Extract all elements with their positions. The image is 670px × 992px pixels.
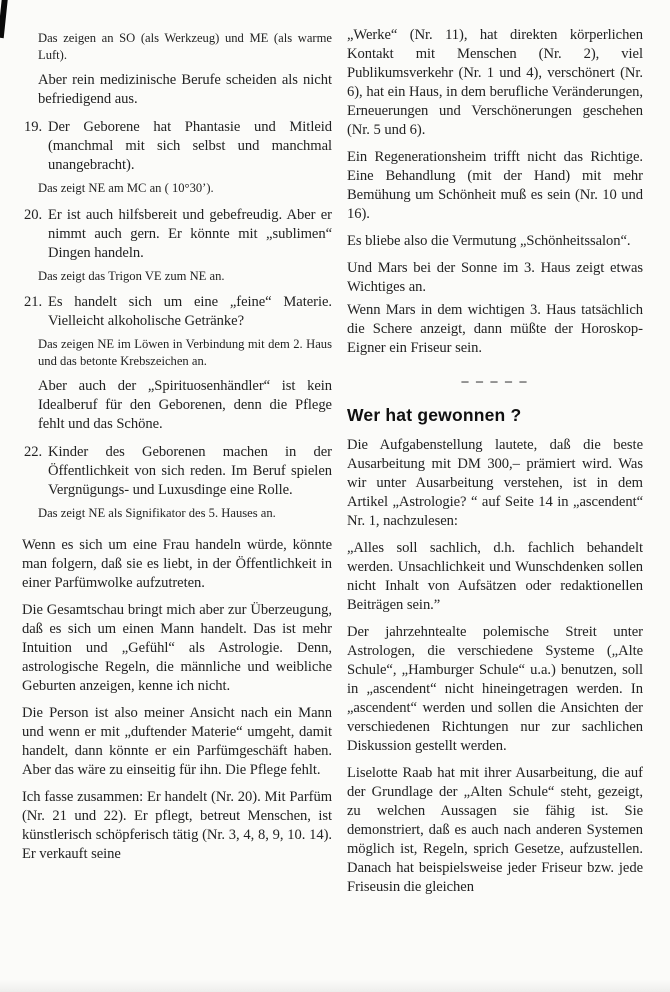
paragraph: Es bliebe also die Vermutung „Schönheitssalon“. [347,233,631,249]
item-number: 22. [24,444,43,460]
paragraph: Wenn es sich um eine Frau handeln würde, könnte man folgern, daß sie es liebt, in der Öffentlichkeit in einer Parfümwolke aufzutreten. [22,536,332,591]
scan-corner-artifact [0,0,8,38]
paragraph: Die Gesamtschau bringt mich aber zur Überzeugung, daß es sich um einen Mann handelt. Das ist mehr Intuition und „Gefühl“ als Astrologie. Denn, astrologische Regeln, die männliche und weibliche Geburten anzeigen, kenne ich nicht. [22,601,332,694]
paragraph: Wenn Mars in dem wichtigen 3. Haus tatsächlich die Schere anzeigt, dann müßte der Horoskop-Eigner ein Friseur sein. [347,302,643,356]
paragraph: Aber auch der „Spirituosenhändler“ ist kein Idealberuf für den Geborenen, denn die Pflege fehlt und das Schöne. [38,378,332,432]
item-number: 20. [24,206,43,223]
paragraph: Liselotte Raab hat mit ihrer Ausarbeitung, die auf der Grundlage der „Alten Schule“ steht, gezeigt, zu welchen Aussagen sie fähig ist. Sie demonstriert, daß es auch nach anderen Systemen möglich ist, Regeln, sprich Gesetze, aufzustellen. Danach hat beispielsweise jeder Friseur bzw. jede Friseusin die gleichen [347,765,643,895]
paragraph: Die Aufgabenstellung lautete, daß die beste Ausarbeitung mit DM 300,– prämiert wird. Was wir unter Ausarbeitung verstehen, ist in dem Artikel „Astrologie? “ auf Seite 14 in „ascendent“ Nr. 1, nachzulesen: [347,437,643,529]
numbered-item-22 [22,443,332,500]
numbered-item-20 [22,206,332,263]
paragraph: Ein Regenerationsheim trifft nicht das Richtige. Eine Behandlung (mit der Hand) mit mehr Bemühung um Schönheit muß es sein (Nr. 10 und 16). [347,149,643,222]
item-number: 19. [24,119,43,135]
item-text: Es handelt sich um eine „feine“ Materie. Vielleicht alkoholische Getränke? [48,294,332,329]
left-column [22,30,332,864]
right-column [347,26,643,897]
astro-note: Das zeigen an SO (als Werkzeug) und ME (als warme Luft). [38,31,332,62]
item-text: Kinder des Geborenen machen in der Öffentlichkeit von sich reden. Im Beruf spielen Vergnügungs- und Luxusdinge eine Rolle. [48,444,332,498]
item-text: Er ist auch hilfsbereit und gebefreudig. Aber er nimmt auch gern. Er könnte mit „sublimen“ Dingen handeln. [48,206,332,261]
astro-note: Das zeigt das Trigon VE zum NE an. [38,268,225,283]
dashed-separator: – – – – – [461,374,529,389]
section-heading: Wer hat gewonnen ? [347,405,522,425]
paragraph: Und Mars bei der Sonne im 3. Haus zeigt etwas Wichtiges an. [347,260,643,295]
paragraph: „Werke“ (Nr. 11), hat direkten körperlichen Kontakt mit Menschen (Nr. 2), viel Publikumsverkehr (Nr. 1 und 4), verschönert (Nr. 6), hat ein Haus, in dem berufliche Veränderungen, Erneuerungen und Verschönerungen geschehen (Nr. 5 und 6). [347,27,643,138]
numbered-item-19 [22,118,332,175]
paragraph: Ich fasse zusammen: Er handelt (Nr. 20). Mit Parfüm (Nr. 21 und 22). Er pflegt, betreut Menschen, ist künstlerisch schöpferisch tätig (Nr. 3, 4, 8, 9, 10. 14). Er verkauft seine [22,788,332,862]
paragraph: Die Person ist also meiner Ansicht nach ein Mann und wenn er mit „duftender Materie“ umgeht, damit handelt, dann könnte er ein Parfümgeschäft haben. Aber das wäre zu einseitig für ihn. Die Pflege fehlt. [22,704,332,778]
item-text: Der Geborene hat Phantasie und Mitleid (manchmal mit sich selbst und manchmal unangebracht). [48,119,332,173]
astro-note: Das zeigt NE als Signifikator des 5. Hauses an. [38,506,276,520]
paragraph: Der jahrzehntealte polemische Streit unter Astrologen, die verschiedene Systeme („Alte Schule“, „Hamburger Schule“ u.a.) benutzen, soll in „ascendent“ nicht hineingetragen werden. In „ascendent“ werden und sollen die Ansichten der verschiedenen Richtungen nur zur sachlichen Diskussion gestellt werden. [347,624,643,754]
astro-note: Das zeigen NE im Löwen in Verbindung mit dem 2. Haus und das betonte Krebszeichen an. [38,337,332,368]
paragraph: Aber rein medizinische Berufe scheiden als nicht befriedigend aus. [38,72,332,107]
page-bottom-edge [0,980,670,992]
paragraph: „Alles soll sachlich, d.h. fachlich behandelt werden. Unsachlichkeit und Wunschdenken sollen nicht Inhalt von Aufsätzen oder redaktionellen Beiträgen sein.” [347,540,643,613]
item-number: 21. [24,294,43,310]
numbered-item-21 [22,293,332,331]
astro-note: Das zeigt NE am MC an ( 10°30’). [38,181,214,195]
